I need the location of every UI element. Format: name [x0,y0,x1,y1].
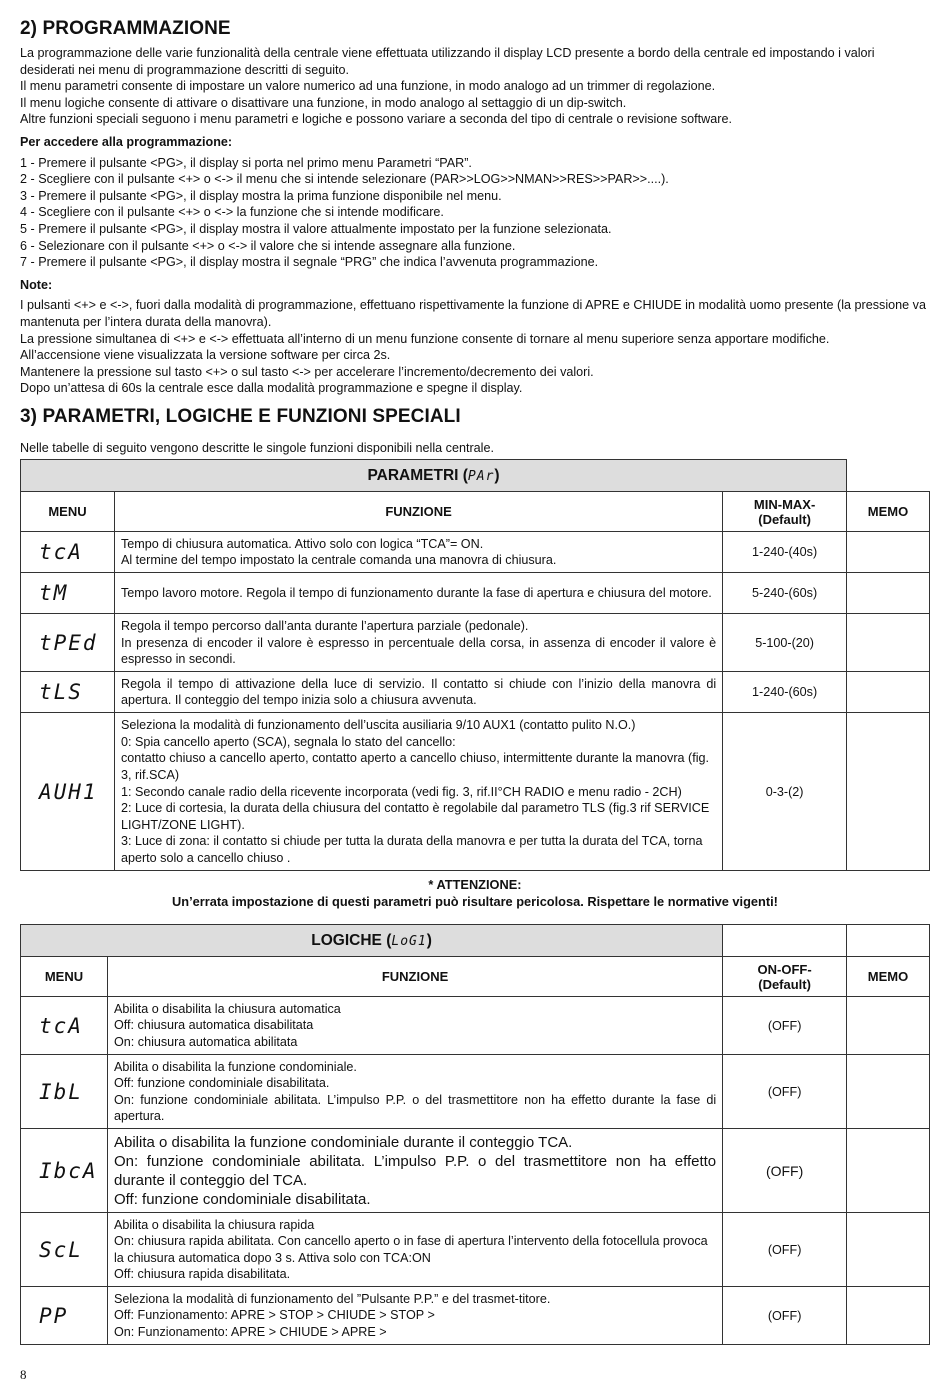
table-row [21,1129,930,1213]
function-cell: Tempo di chiusura automatica. Attivo solo con logica “TCA”= ON. Al termine del tempo impostato la centrale comanda una manovra di chiusura. [114,532,722,573]
warning-title: * ATTENZIONE: [428,877,522,893]
step-item: 4 - Scegliere con il pulsante <+> o <-> la funzione che si intende modificare. [20,205,444,220]
memo-cell [847,614,930,672]
intro-paragraph: Il menu parametri consente di impostare un valore numerico ad una funzione, in modo analogo ad un trimmer di regolazione. [20,79,716,94]
logiche-title: LOGICHE (LoG1) [21,925,723,957]
step-item: 6 - Selezionare con il pulsante <+> o <-> il valore che si intende assegnare alla funzione. [20,238,516,253]
memo-cell [847,997,930,1055]
value-cell: 5-240-(60s) [723,573,847,614]
memo-cell [847,713,930,871]
note-item: All’accensione viene visualizzata la versione software per circa 2s. [20,348,391,363]
warning-block [20,877,930,910]
lcd-code: LoG1 [391,933,427,949]
table-header-row [21,492,930,532]
menu-code-cell [21,1055,108,1129]
lcd-code: tPEd [39,630,98,655]
header-memo: MEMO [847,957,930,997]
header-range: ON-OFF- (Default) [723,957,847,997]
value-cell: (OFF) [723,1129,847,1213]
value-cell: (OFF) [723,997,847,1055]
lcd-code: PP [39,1303,69,1328]
page-number: 8 [20,1367,27,1382]
function-cell: Abilita o disabilita la chiusura rapida On: chiusura rapida abilitata. Con cancello aperto o in fase di apertura l’intervento della fotocellula provoca la chiusura automatica dopo 3 s. Attiva solo con TCA:ON Off: chiusura rapida disabilitata. [107,1213,722,1287]
table-title-row [21,925,930,957]
function-cell: Seleziona la modalità di funzionamento dell’uscita ausiliaria 9/10 AUX1 (contatto pulito N.O.) 0: Spia cancello aperto (SCA), segnala lo stato del cancello: contatto chiuso a cancello aperto, contatto aperto a cancello chiuso, intermittente durante la manovra (fig. 3, rif.SCA) 1: Secondo canale radio della ricevente incorporata (vedi fig. 3, rif.II°CH RADIO e menu radio - 2CH) 2: Luce di cortesia, la durata della chiusura del contatto è regolabile dal parametro TLS (fig.3 rif SERVICE LIGHT/ZONE LIGHT). 3: Luce di zona: il contatto si chiude per tutta la durata della manovra e per tutta la durata del TCA, torna aperto solo a cancello chiuso . [114,713,722,871]
menu-code-cell [21,997,108,1055]
note-item: I pulsanti <+> e <->, fuori dalla modalità di programmazione, effettuano rispettivamente la funzione di APRE e CHIUDE in modalità uomo presente (la pressione va mantenuta per l’intera durata della manovra). [20,298,926,329]
function-cell: Abilita o disabilita la funzione condominiale. Off: funzione condominiale disabilitata. On: funzione condominiale abilitata. L’impulso P.P. o del trasmettitore non ha effetto durante la fase di apertura. [107,1055,722,1129]
header-range: MIN-MAX- (Default) [723,492,847,532]
header-funzione: FUNZIONE [114,492,722,532]
value-cell: 5-100-(20) [723,614,847,672]
memo-cell [847,1287,930,1345]
steps-list [20,155,930,271]
section-2-intro [20,45,930,128]
header-funzione: FUNZIONE [107,957,722,997]
step-item: 7 - Premere il pulsante <PG>, il display mostra il segnale “PRG” che indica l’avvenuta programmazione. [20,255,599,270]
menu-code-cell [21,1129,108,1213]
lcd-code: tM [39,581,69,606]
section-3-intro: Nelle tabelle di seguito vengono descritte le singole funzioni disponibili nella centrale. [20,440,494,455]
note-item: Dopo un’attesa di 60s la centrale esce dalla modalità programmazione e spegne il display. [20,381,523,396]
menu-code-cell [21,614,115,672]
step-item: 1 - Premere il pulsante <PG>, il display si porta nel primo menu Parametri “PAR”. [20,155,472,170]
access-heading: Per accedere alla programmazione: [20,134,233,149]
memo-cell [847,1213,930,1287]
step-item: 2 - Scegliere con il pulsante <+> o <-> il menu che si intende selezionare (PAR>>LOG>>NMAN>>RES>>PAR>>....). [20,172,669,187]
table-row [21,614,930,672]
value-cell: 1-240-(60s) [723,672,847,713]
table-row [21,672,930,713]
header-memo: MEMO [847,492,930,532]
menu-code-cell [21,1287,108,1345]
intro-paragraph: Altre funzioni speciali seguono i menu parametri e logiche e possono variare a seconda del tipo di centrale o revisione software. [20,112,732,127]
header-menu: MENU [21,492,115,532]
parametri-title: PARAMETRI (PAr) [21,460,847,492]
menu-code-cell [21,1213,108,1287]
value-cell: 0-3-(2) [723,713,847,871]
value-cell: 1-240-(40s) [723,532,847,573]
note-heading: Note: [20,277,53,292]
function-cell: Abilita o disabilita la chiusura automatica Off: chiusura automatica disabilitata On: chiusura automatica abilitata [107,997,722,1055]
lcd-code: tcA [39,1013,83,1038]
table-row [21,997,930,1055]
page-content [20,18,930,1345]
value-cell: (OFF) [723,1055,847,1129]
memo-cell [847,532,930,573]
lcd-code: AUH1 [39,779,98,804]
table-row [21,573,930,614]
lcd-code: ScL [39,1237,83,1262]
value-cell: (OFF) [723,1287,847,1345]
note-item: Mantenere la pressione sul tasto <+> o sul tasto <-> per accelerare l’incremento/decremento dei valori. [20,364,594,379]
intro-paragraph: Il menu logiche consente di attivare o disattivare una funzione, in modo analogo al settaggio di un dip-switch. [20,95,627,110]
memo-cell [847,573,930,614]
logiche-table [20,924,930,1345]
value-cell: (OFF) [723,1213,847,1287]
memo-cell [847,672,930,713]
menu-code-cell [21,713,115,871]
section-3-title: 3) PARAMETRI, LOGICHE E FUNZIONI SPECIALI [20,405,461,427]
parametri-table [20,459,930,871]
table-title-row [21,460,930,492]
memo-cell [847,1129,930,1213]
table-row [21,1287,930,1345]
step-item: 3 - Premere il pulsante <PG>, il display mostra la prima funzione disponibile nel menu. [20,188,502,203]
function-cell: Seleziona la modalità di funzionamento del ”Pulsante P.P.” e del trasmet-titore. Off: Funzionamento: APRE > STOP > CHIUDE > STOP > On: Funzionamento: APRE > CHIUDE > APRE > [107,1287,722,1345]
menu-code-cell [21,672,115,713]
notes-list [20,297,930,397]
table-row [21,532,930,573]
function-cell: Regola il tempo percorso dall’anta durante l’apertura parziale (pedonale). In presenza di encoder il valore è espresso in percentuale della corsa, in assenza di encoder il valore è espresso in secondi. [114,614,722,672]
lcd-code: PAr [467,468,495,484]
note-item: La pressione simultanea di <+> e <-> effettuata all’interno di un menu funzione consente di tornare al menu superiore senza apportare modifiche. [20,331,830,346]
lcd-code: IbcA [39,1158,98,1183]
memo-cell [847,1055,930,1129]
table-row [21,1055,930,1129]
function-cell: Regola il tempo di attivazione della luce di servizio. Il contatto si chiude con l’inizio della manovra di apertura. Il conteggio del tempo inizia solo a chiusura avvenuta. [114,672,722,713]
table-row [21,713,930,871]
table-row [21,1213,930,1287]
lcd-code: IbL [39,1079,83,1104]
function-cell: Abilita o disabilita la funzione condominiale durante il conteggio TCA. On: funzione condominiale abilitata. L’impulso P.P. o del trasmettitore non ha effetto durante il conteggio del TCA. Off: funzione condominiale disabilitata. [107,1129,722,1213]
lcd-code: tcA [39,540,83,565]
header-menu: MENU [21,957,108,997]
intro-paragraph: La programmazione delle varie funzionalità della centrale viene effettuata utilizzando il display LCD presente a bordo della centrale ed impostando i valori desiderati nei menu di programmazione descritti di seguito. [20,46,875,77]
menu-code-cell [21,532,115,573]
table-header-row [21,957,930,997]
warning-text: Un’errata impostazione di questi parametri può risultare pericolosa. Rispettare le normative vigenti! [172,893,778,909]
lcd-code: tLS [39,680,83,705]
section-2-title: 2) PROGRAMMAZIONE [20,18,231,39]
function-cell: Tempo lavoro motore. Regola il tempo di funzionamento durante la fase di apertura e chiusura del motore. [114,573,722,614]
step-item: 5 - Premere il pulsante <PG>, il display mostra il valore attualmente impostato per la funzione selezionata. [20,221,612,236]
menu-code-cell [21,573,115,614]
